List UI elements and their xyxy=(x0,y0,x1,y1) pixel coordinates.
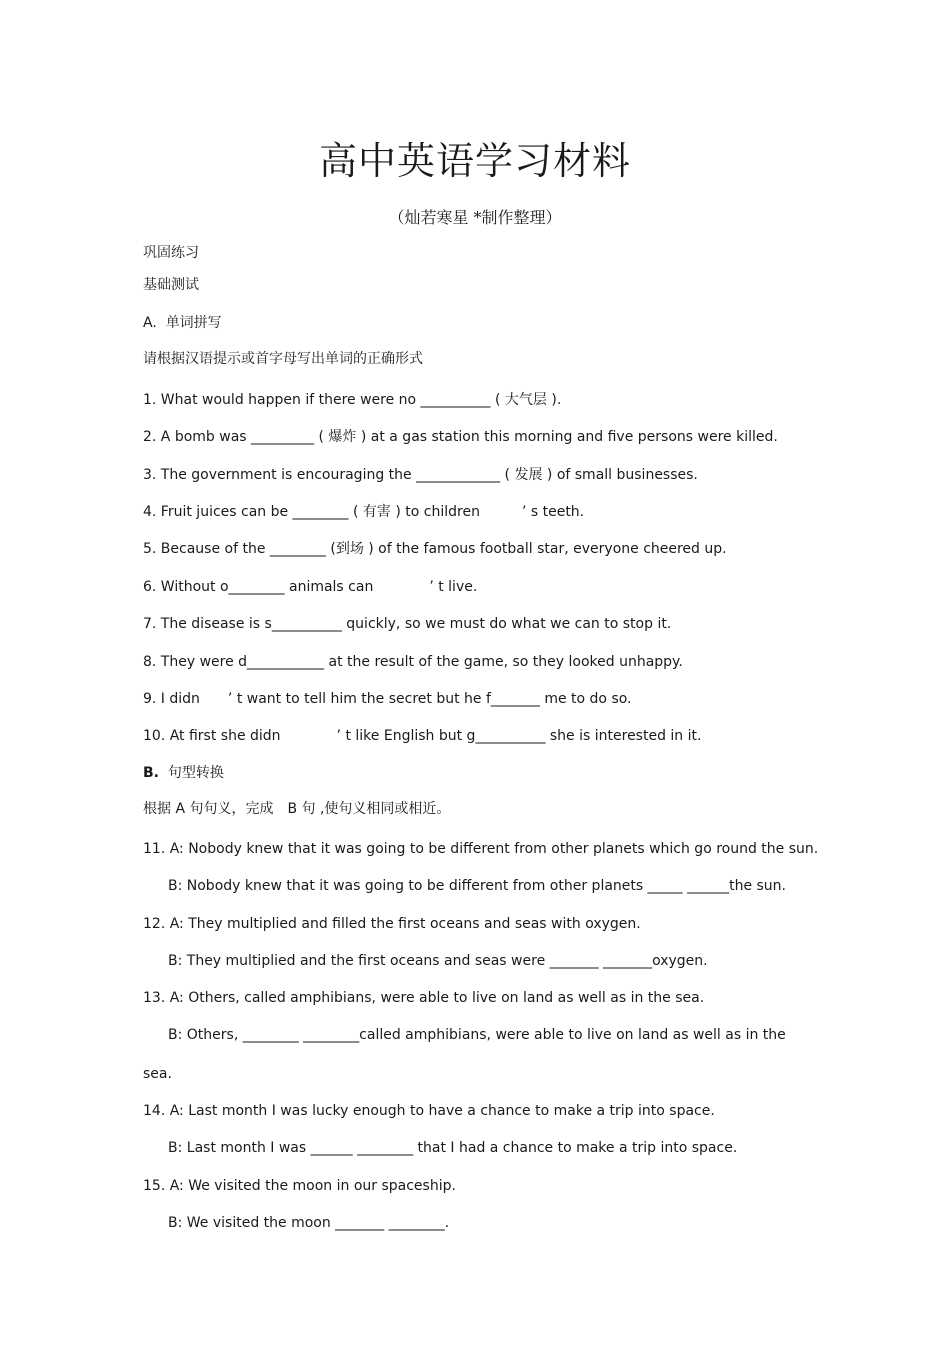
part-a-instruction: 请根据汉语提示或首字母写出单词的正确形式 xyxy=(143,351,423,367)
question-10: 10. At first she didn ’ t like English but g__________ she is interested in it. xyxy=(143,728,702,744)
question-2: 2. A bomb was _________ ( 爆炸 ) at a gas station this morning and five persons were killed. xyxy=(143,429,778,445)
question-13-a: 13. A: Others, called amphibians, were able to live on land as well as in the sea. xyxy=(143,990,705,1006)
question-15-a: 15. A: We visited the moon in our spaceship. xyxy=(143,1178,456,1194)
question-7: 7. The disease is s__________ quickly, so we must do what we can to stop it. xyxy=(143,616,672,632)
question-15-b: B: We visited the moon _______ ________. xyxy=(168,1215,450,1231)
question-13-b-cont: sea. xyxy=(143,1066,172,1082)
question-1: 1. What would happen if there were no __________ ( 大气层 ). xyxy=(143,392,562,408)
part-a-title: 单词拼写 xyxy=(165,315,222,331)
question-3: 3. The government is encouraging the ____________ ( 发展 ) of small businesses. xyxy=(143,467,698,483)
question-12-a: 12. A: They multiplied and filled the first oceans and seas with oxygen. xyxy=(143,916,641,932)
question-6: 6. Without o________ animals can ’ t live. xyxy=(143,579,478,595)
part-b-heading xyxy=(143,763,224,783)
question-11-a: 11. A: Nobody knew that it was going to be different from other planets which go round the sun. xyxy=(143,841,819,857)
document-subtitle: （灿若寒星 *制作整理） xyxy=(388,208,562,227)
part-b-instruction: 根据 A 句句义，完成 B 句 ,使句义相同或相近。 xyxy=(143,801,451,817)
question-11-b: B: Nobody knew that it was going to be different from other planets _____ ______the sun. xyxy=(168,878,786,894)
question-4: 4. Fruit juices can be ________ ( 有害 ) to children ’ s teeth. xyxy=(143,504,585,520)
part-a-label: A. xyxy=(143,315,157,331)
question-13-b: B: Others, ________ ________called amphibians, were able to live on land as well as in the xyxy=(168,1027,786,1043)
section-basic-test: 基础测试 xyxy=(143,277,199,293)
question-14-b: B: Last month I was ______ ________ that I had a chance to make a trip into space. xyxy=(168,1140,738,1156)
question-9: 9. I didn ’ t want to tell him the secret but he f_______ me to do so. xyxy=(143,691,632,707)
question-8: 8. They were d___________ at the result of the game, so they looked unhappy. xyxy=(143,654,683,670)
question-14-a: 14. A: Last month I was lucky enough to have a chance to make a trip into space. xyxy=(143,1103,715,1119)
section-review: 巩固练习 xyxy=(143,245,199,261)
question-12-b: B: They multiplied and the first oceans and seas were _______ _______oxygen. xyxy=(168,953,708,969)
part-b-label: B. xyxy=(143,765,159,781)
document-title: 高中英语学习材料 xyxy=(318,139,631,183)
part-b-title: 句型转换 xyxy=(167,765,224,781)
part-a-heading xyxy=(143,313,222,333)
question-5: 5. Because of the ________ (到场 ) of the famous football star, everyone cheered up. xyxy=(143,541,727,557)
